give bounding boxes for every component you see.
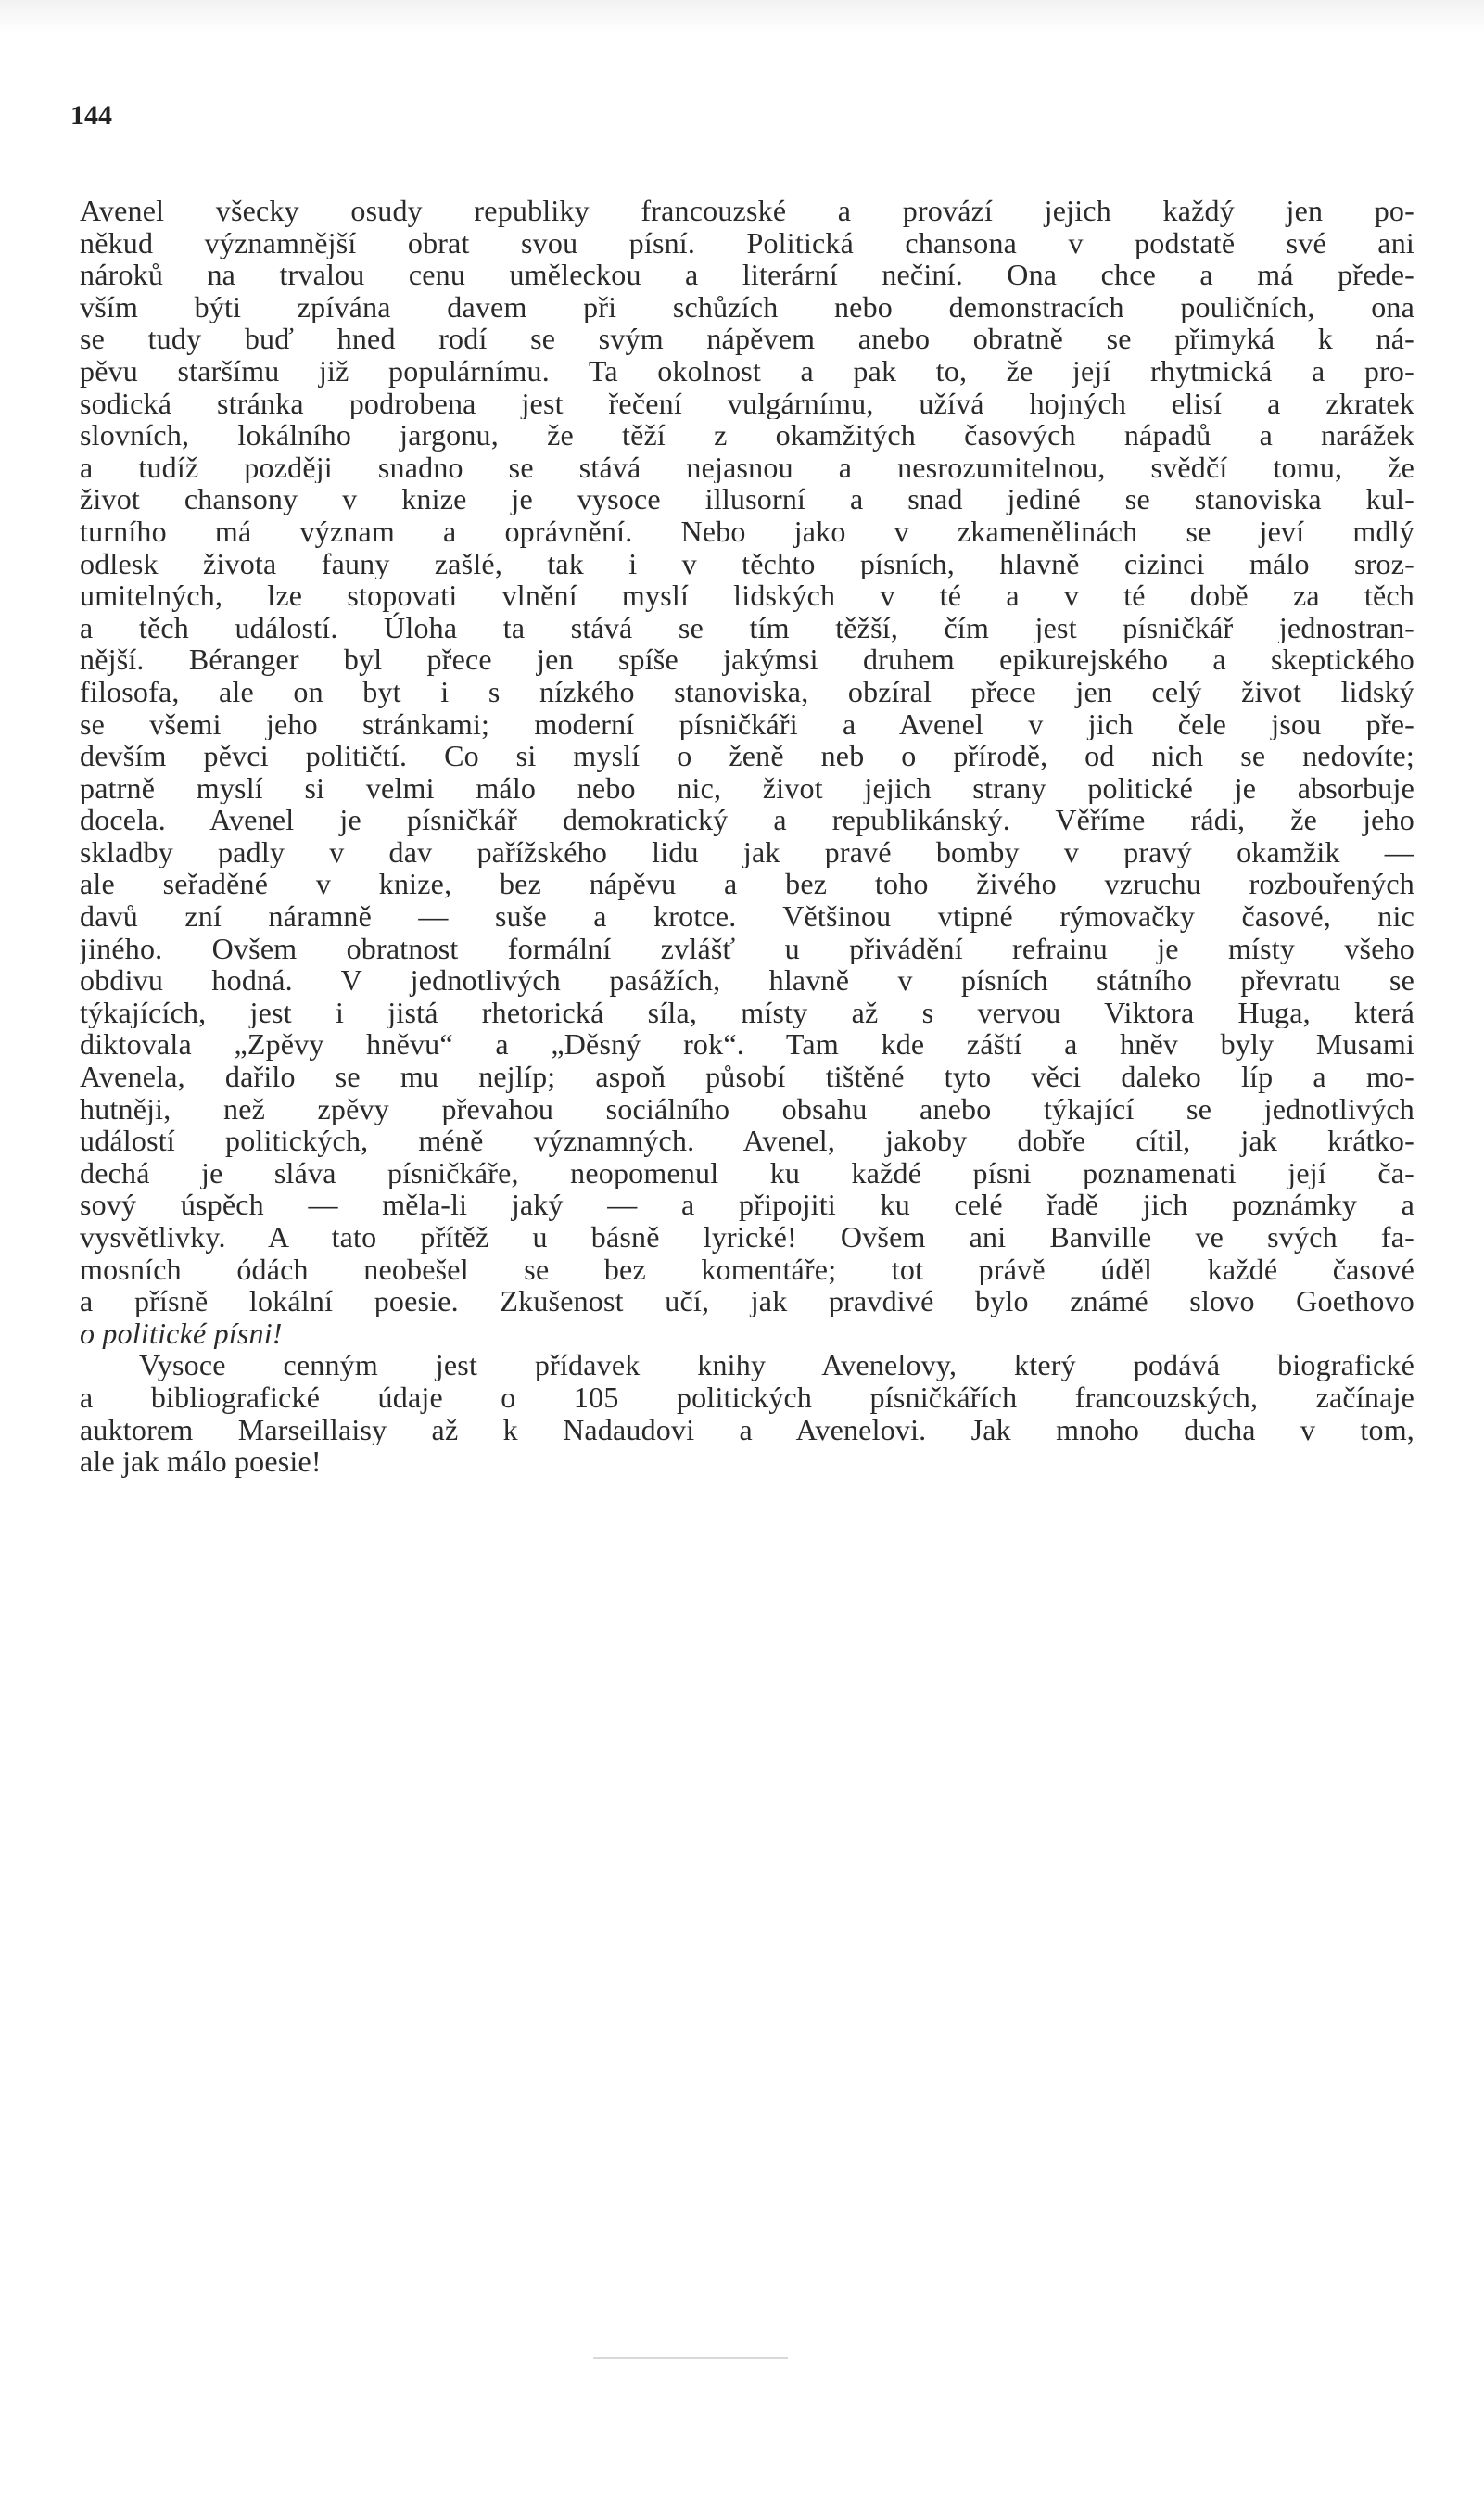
text-line: se tudy buď hned rodí se svým nápěvem anebo obratně se přimyká k ná- [80,323,1414,355]
text-line: umitelných, lze stopovati vlnění myslí lidských v té a v té době za těch [80,579,1414,612]
text-line: vysvětlivky. A tato přítěž u básně lyrické! Ovšem ani Banville ve svých fa- [80,1221,1414,1254]
text-line: skladby padly v dav pařížského lidu jak pravé bomby v pravý okamžik — [80,835,1414,869]
page-top-edge [0,0,1484,33]
text-line: nější. Béranger byl přece jen spíše jakýmsi druhem epikurejského a skeptického [80,643,1414,676]
text-line: Vysoce cenným jest přídavek knihy Avenelovy, který podává biografické [139,1349,1414,1381]
text-line: hutněji, než zpěvy převahou sociálního obsahu anebo týkající se jednotlivých [80,1092,1414,1126]
text-line: vším býti zpívána davem při schůzích nebo demonstracích pouličních, ona [80,290,1414,324]
text-line: diktovala „Zpěvy hněvu“ a „Děsný rok“. Tam kde záští a hněv byly Musami [80,1028,1414,1062]
text-line: ale seřaděné v knize, bez nápěvu a bez toho živého vzruchu rozbouřených [80,868,1414,901]
body-text [80,195,1414,1478]
text-line: ale jak málo poesie! [80,1445,322,1478]
text-line: život chansony v knize je vysoce illusorní a snad jediné se stanoviska kul- [80,483,1414,515]
text-line: slovních, lokálního jargonu, že těží z okamžitých časových nápadů a narážek [80,419,1414,452]
text-line: a tudíž později snadno se stává nejasnou a nesrozumitelnou, svědčí tomu, že [80,451,1414,484]
text-line: obdivu hodná. V jednotlivých pasážích, hlavně v písních státního převratu se [80,964,1414,997]
text-line: Avenel všecky osudy republiky francouzské a provází jejich každý jen po- [80,195,1414,227]
text-line: a přísně lokální poesie. Zkušenost učí, jak pravdivé bylo známé slovo Goethovo [80,1285,1414,1317]
text-line: jiného. Ovšem obratnost formální zvlášť u přivádění refrainu je místy všeho [80,932,1414,965]
paragraph-1 [80,195,1414,1317]
text-line: někud významnější obrat svou písní. Politická chansona v podstatě své ani [80,226,1414,260]
text-line: auktorem Marseillaisy až k Nadaudovi a Avenelovi. Jak mnoho ducha v tom, [80,1413,1414,1446]
text-line: patrně myslí si velmi málo nebo nic, život jejich strany politické je absorbuje [80,771,1414,805]
text-line: davů zní náramně — suše a krotce. Většinou vtipné rýmovačky časové, nic [80,900,1414,933]
text-line: docela. Avenel je písničkář demokratický a republikánský. Věříme rádi, že jeho [80,804,1414,836]
footer-rule [593,2357,788,2359]
text-line: sový úspěch — měla-li jaký — a připojiti ku celé řadě jich poznámky a [80,1189,1414,1221]
text-line: filosofa, ale on byt i s nízkého stanoviska, obzíral přece jen celý život lidský [80,675,1414,708]
italic-quote: o politické písni! [80,1317,283,1350]
paragraph-1-last-line [80,1317,1414,1350]
text-line: se všemi jeho stránkami; moderní písničkáři a Avenel v jich čele jsou pře- [80,707,1414,741]
text-line: pěvu staršímu již populárnímu. Ta okolnost a pak to, že její rhytmická a pro- [80,354,1414,388]
text-line: mosních ódách neobešel se bez komentáře; tot právě úděl každé časové [80,1253,1414,1286]
text-line: devším pěvci političtí. Co si myslí o ženě neb o přírodě, od nich se nedovíte; [80,740,1414,772]
text-line: nároků na trvalou cenu uměleckou a literární nečiní. Ona chce a má přede- [80,259,1414,291]
text-line: událostí politických, méně významných. Avenel, jakoby dobře cítil, jak krátko- [80,1125,1414,1157]
text-line: odlesk života fauny zašlé, tak i v těchto písních, hlavně cizinci málo sroz- [80,547,1414,580]
text-line: týkajících, jest i jistá rhetorická síla, místy až s vervou Viktora Huga, která [80,996,1414,1029]
page-number: 144 [70,100,112,131]
text-line: sodická stránka podrobena jest řečení vulgárnímu, užívá hojných elisí a zkratek [80,387,1414,420]
paragraph-2 [80,1349,1414,1477]
text-line: a bibliografické údaje o 105 politických písničkářích francouzských, začínaje [80,1381,1414,1414]
text-line: turního má význam a oprávnění. Nebo jako v zkamenělinách se jeví mdlý [80,515,1414,548]
text-line: a těch událostí. Úloha ta stává se tím těžší, čím jest písničkář jednostran- [80,611,1414,644]
text-line: Avenela, dařilo se mu nejlíp; aspoň působí tištěné tyto věci daleko líp a mo- [80,1061,1414,1093]
text-line: dechá je sláva písničkáře, neopomenul ku každé písni poznamenati její ča- [80,1156,1414,1190]
